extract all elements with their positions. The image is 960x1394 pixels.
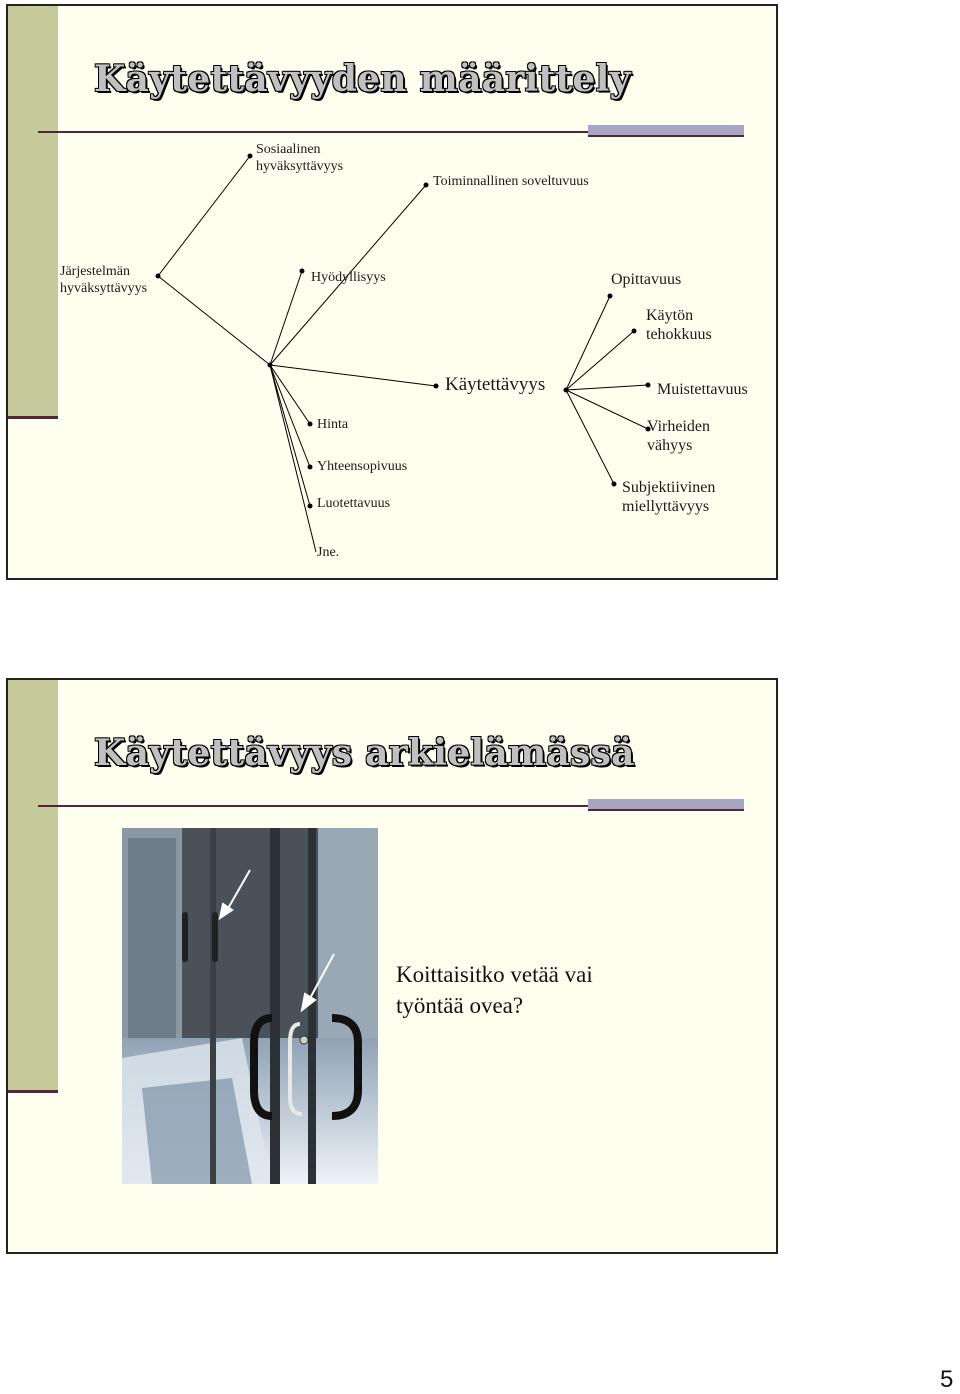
node-kaytettavyys-hub — [564, 388, 569, 393]
label-luotettavuus: Luotettavuus — [317, 496, 391, 511]
label-hinta: Hinta — [317, 417, 349, 432]
edge-sosiaalinen — [158, 156, 250, 276]
edge-opittavuus — [566, 296, 610, 390]
label-kayton-tehokkuus: Käytön tehokkuus — [646, 307, 712, 344]
slide-side-bar — [8, 680, 58, 1090]
node-jarjestelman — [156, 274, 161, 279]
node-kaytettavyys-in — [434, 384, 439, 389]
label-sosiaalinen: Sosiaalinen hyväksyttävyys — [256, 142, 344, 174]
label-subjektiivinen: Subjektiivinen miellyttävyys — [622, 479, 716, 516]
slide-usability-everyday — [6, 678, 778, 1254]
glass-door-illustration — [122, 828, 378, 1184]
slide-usability-definition — [6, 4, 778, 580]
node-kayton — [632, 329, 637, 334]
page-number: 5 — [940, 1366, 954, 1393]
edge-muistettavuus — [566, 385, 648, 390]
label-toiminnallinen: Toiminnallinen soveltuvuus — [433, 174, 589, 189]
node-sosiaalinen — [248, 154, 253, 159]
node-opittavuus — [608, 294, 613, 299]
label-virheiden-vahyys: Virheiden vähyys — [647, 418, 711, 455]
label-jarjestelman: Järjestelmän hyväksyttävyys — [60, 264, 148, 296]
label-hyodyllisyys: Hyödyllisyys — [311, 270, 386, 285]
label-muistettavuus: Muistettavuus — [657, 381, 748, 398]
node-hinta — [308, 422, 313, 427]
slide-caption: Koittaisitko vetää vai työntää ovea? — [396, 962, 593, 1018]
node-muistettavuus — [646, 383, 651, 388]
edge-subjektiivinen — [566, 390, 614, 484]
slide-title: Käytettävyys arkielämässä — [94, 732, 635, 774]
edge-jne — [270, 365, 316, 552]
edge-jarjestelman-hyodyllisyys — [158, 276, 270, 365]
label-jne: Jne. — [317, 545, 340, 560]
label-kaytettavyys: Käytettävyys — [445, 374, 546, 395]
glass-door-photo — [122, 828, 378, 1184]
node-subjektiivinen — [612, 482, 617, 487]
node-hyodyllisyys-hub — [268, 363, 273, 368]
slide-title: Käytettävyyden määrittely — [94, 58, 631, 100]
label-opittavuus: Opittavuus — [611, 271, 682, 288]
node-luotettavuus — [308, 504, 313, 509]
edge-hyodyllisyys-up — [270, 271, 302, 365]
node-yhteensopivuus — [308, 465, 313, 470]
node-hyodyllisyys — [300, 269, 305, 274]
edge-kayton — [566, 331, 634, 390]
edge-virheiden — [566, 390, 648, 429]
title-rule-accent — [588, 799, 744, 811]
edge-kaytettavyys — [270, 365, 436, 386]
edge-luotettavuus — [270, 365, 310, 506]
node-toiminnallinen — [424, 183, 429, 188]
label-yhteensopivuus: Yhteensopivuus — [317, 459, 408, 474]
